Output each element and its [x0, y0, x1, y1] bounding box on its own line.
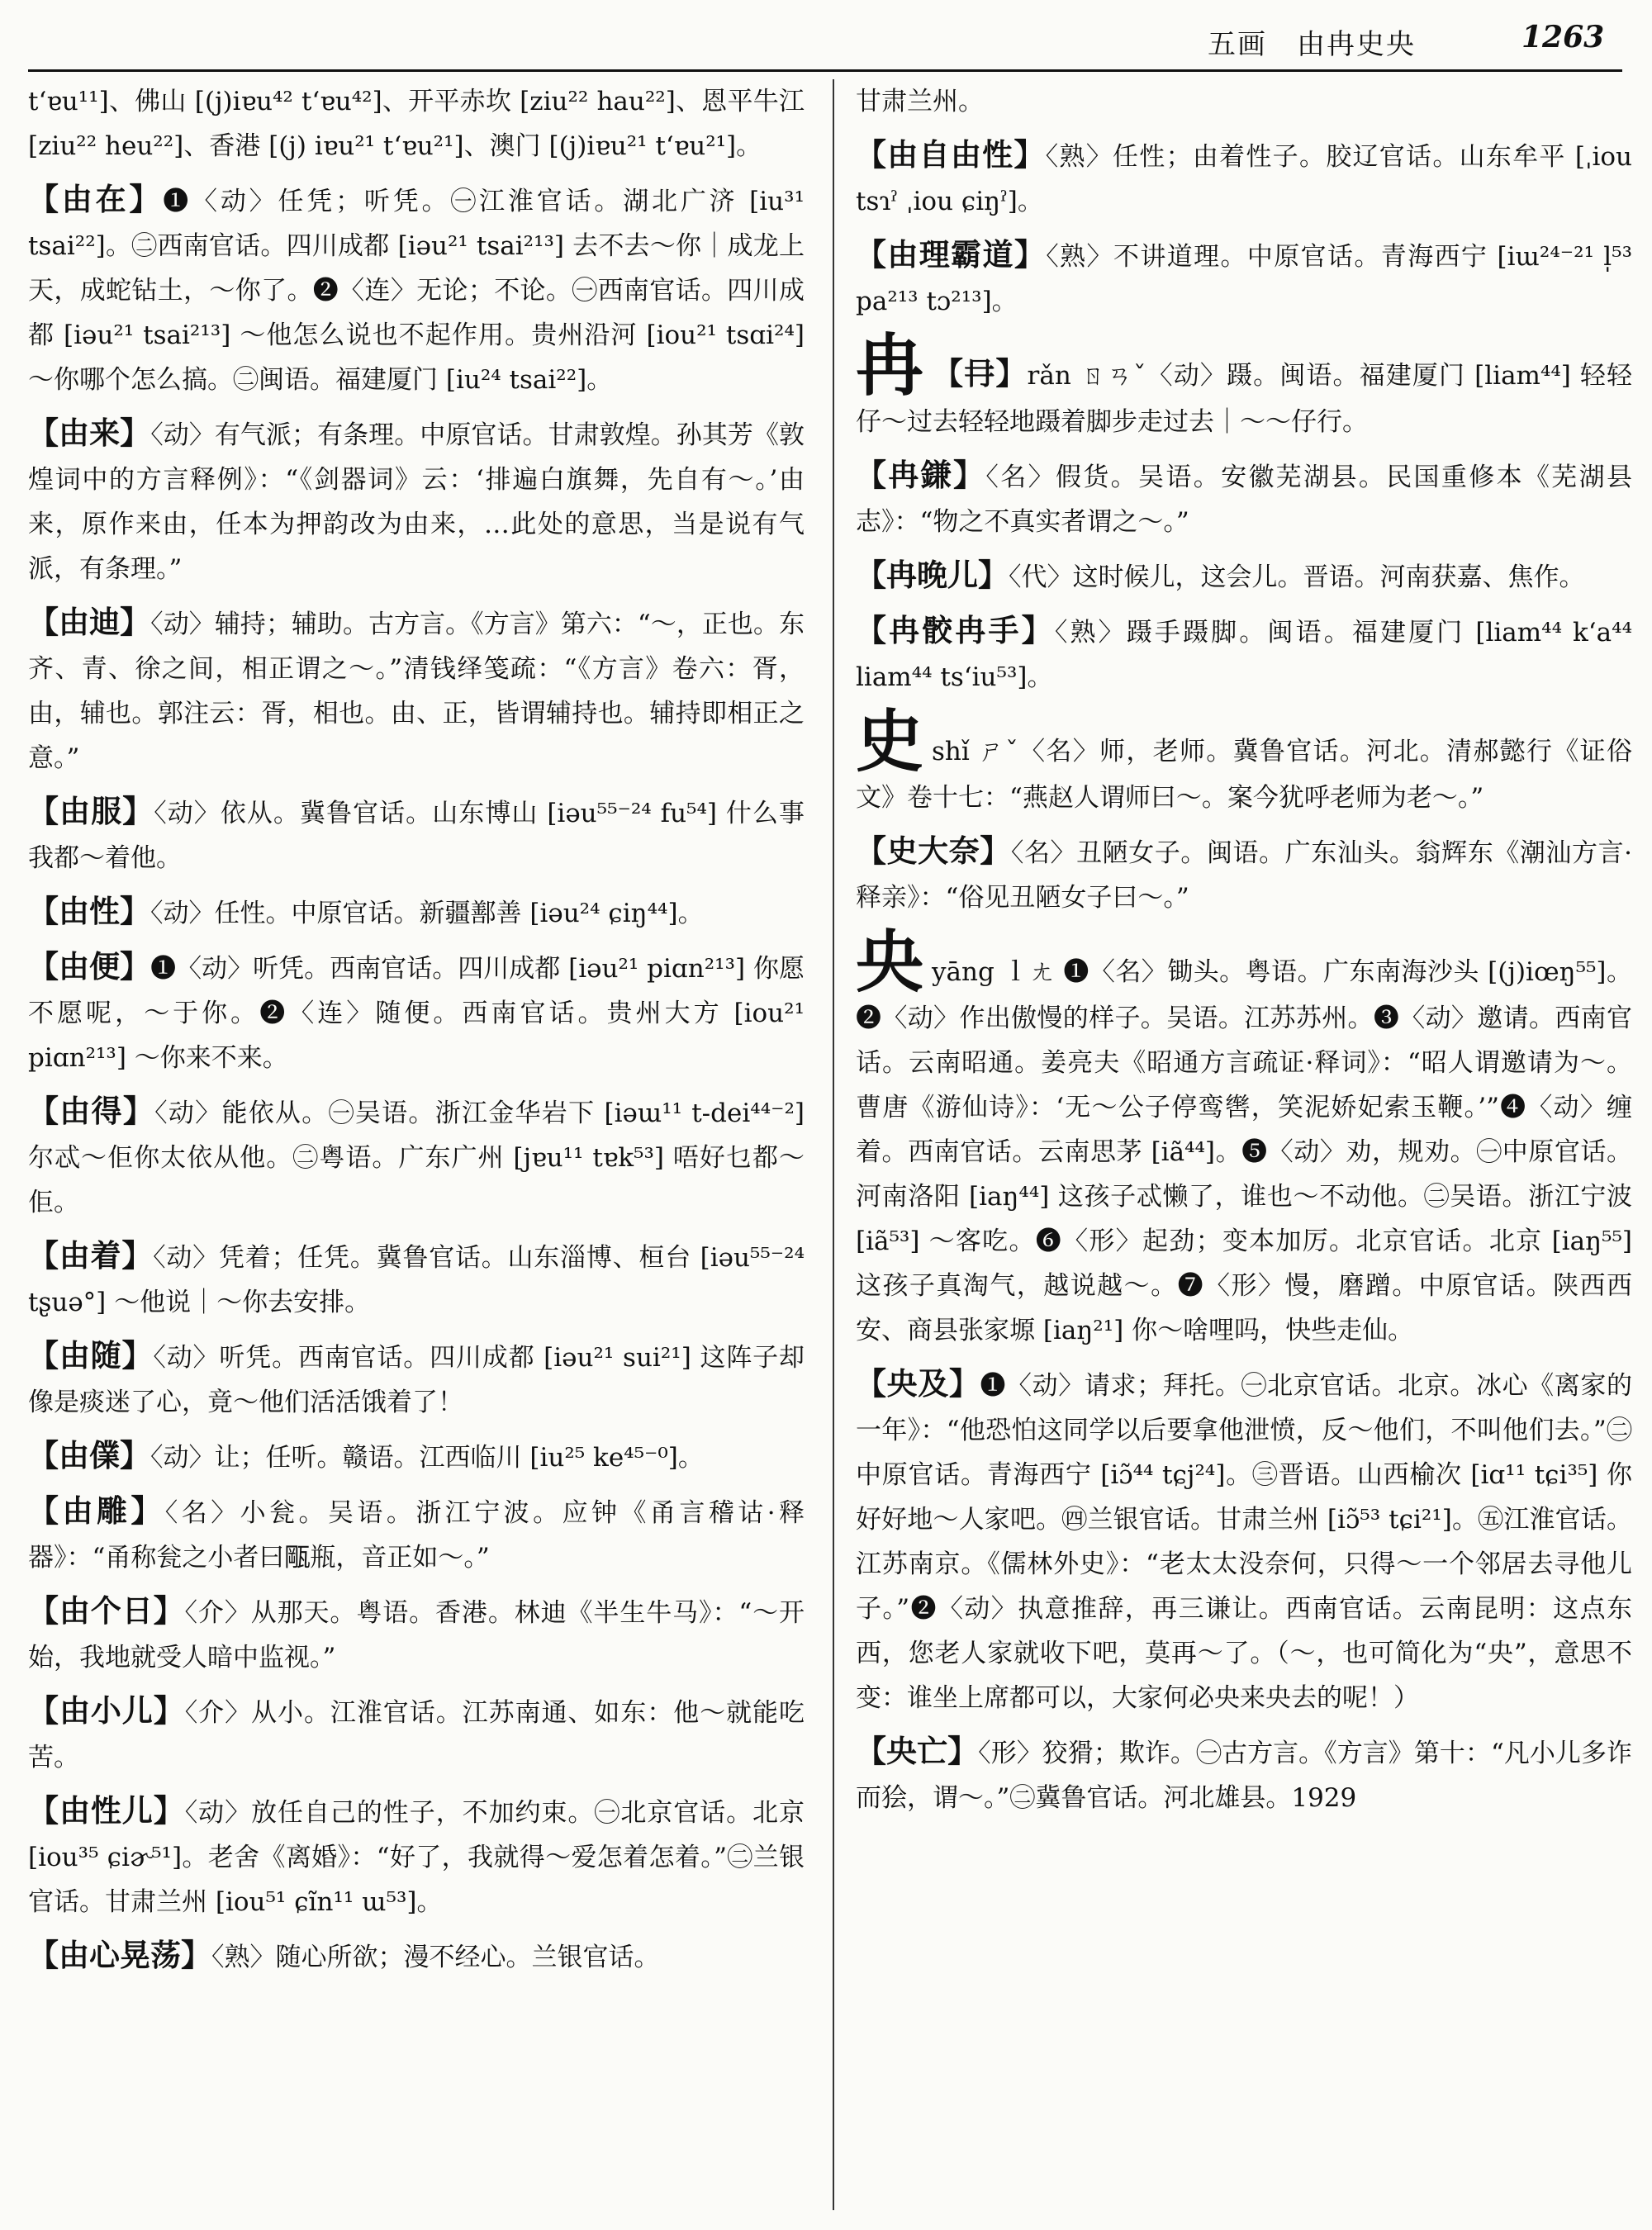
- entry-body: 〈动〉任性。中原官话。新疆鄯善 [iəu²⁴ ɕiŋ⁴⁴]。: [150, 899, 704, 928]
- entry-headword: 【央及】: [856, 1365, 980, 1402]
- entry-body: 〈动〉听凭。西南官话。四川成都 [iəu²¹ sui²¹] 这阵子却像是痰迷了心，竟～他们活活饿着了！: [28, 1343, 805, 1417]
- entry-headword: 【冉鎌】: [856, 457, 986, 493]
- entry-headword: 【冉骹冉手】: [856, 612, 1055, 648]
- entry-body: shǐ ㄕˇ〈名〉师，老师。冀鲁官话。河北。清郝懿行《证俗文》卷十七：“燕赵人谓师曰～。案今犹呼老师为老～。”: [856, 737, 1632, 813]
- dictionary-entry: [28, 1788, 805, 1924]
- dictionary-entry: [856, 1729, 1632, 1820]
- dictionary-entry: [856, 553, 1632, 600]
- entry-headword: 【由随】: [28, 1337, 154, 1374]
- entry-headword: 【由性】: [28, 893, 150, 929]
- entry-body: 〈动〉能依从。㊀吴语。浙江金华岩下 [iəɯ¹¹ t-dei⁴⁴⁻²] 尔忒～佢你太依从他。㊁粤语。广东广州 [jɐu¹¹ tɐk⁵³] 唔好乜都～佢。: [28, 1098, 805, 1217]
- dictionary-entry: [856, 923, 1632, 1353]
- entry-headword: 【由性儿】: [28, 1792, 185, 1829]
- page-header: [0, 0, 1652, 73]
- entry-body: 〈介〉从小。江淮官话。江苏南通、如东：他～就能吃苦。: [28, 1698, 805, 1772]
- entry-headword: 【由㒒】: [28, 1437, 150, 1473]
- dictionary-entry: [856, 702, 1632, 820]
- dictionary-entry: [856, 453, 1632, 544]
- entry-body: 〈名〉假货。吴语。安徽芜湖县。民国重修本《芜湖县志》：“物之不真实者谓之～。”: [856, 463, 1632, 537]
- entry-headword: 【由个日】: [28, 1592, 185, 1629]
- dictionary-entry: [28, 944, 805, 1080]
- entry-body: 〈熟〉随心所欲；漫不经心。兰银官话。: [211, 1943, 660, 1972]
- entry-headword: 【冉晚儿】: [856, 557, 1009, 593]
- character-headword: 史: [856, 702, 924, 781]
- entry-body: 〈动〉有气派；有条理。中原官话。甘肃敦煌。孙其芳《敦煌词中的方言释例》：“《剑器词》云：‘排遍白旗舞，先自有～。’由来，原作来由，任本为押韵改为由来，…此处的意思，当是说有气派，有条理。”: [28, 420, 805, 584]
- dictionary-entry: [28, 1333, 805, 1425]
- entry-body: 〈动〉让；任听。赣语。江西临川 [iu²⁵ ke⁴⁵⁻⁰]。: [150, 1443, 704, 1473]
- dictionary-entry: [28, 1089, 805, 1225]
- dictionary-entry: [28, 600, 805, 780]
- entry-headword: 【史大奈】: [856, 833, 1011, 869]
- dictionary-entry: [28, 789, 805, 880]
- column-divider: [833, 79, 834, 2210]
- entry-body: 〈熟〉不讲道理。中原官话。青海西宁 [iɯ²⁴⁻²¹ l̩⁵³ pa²¹³ tɔ²¹³]。: [856, 242, 1632, 316]
- entry-headword: 【由心晃荡】: [28, 1937, 211, 1973]
- dictionary-entry: [28, 1933, 805, 1980]
- entry-body: t‘ɐu¹¹]、佛山 [(j)iɐu⁴² t‘ɐu⁴²]、开平赤坎 [ziu²² hau²²]、恩平牛江 [ziu²² heu²²]、香港 [(j) iɐu²¹ t‘ɐu²¹]、澳门 [(j)iɐu²¹ t‘ɐu²¹]。: [28, 87, 805, 161]
- entry-body: 〈介〉从那天。粤语。香港。林迪《半生牛马》：“～开始，我地就受人暗中监视。”: [28, 1598, 805, 1672]
- dictionary-entry: [856, 828, 1632, 920]
- entry-headword: 【由理霸道】: [856, 236, 1047, 273]
- dictionary-entry: [28, 1488, 805, 1580]
- dictionary-entry: [856, 132, 1632, 224]
- entry-headword: 【由服】: [28, 793, 154, 829]
- entry-headword: 【由着】: [28, 1237, 154, 1274]
- dictionary-entry: [28, 1688, 805, 1780]
- entry-body: ❶〈动〉听凭。西南官话。四川成都 [iəu²¹ piɑn²¹³] 你愿不愿呢，～于你。❷〈连〉随便。西南官话。贵州大方 [iou²¹ piɑn²¹³] ～你来不来。: [28, 954, 805, 1073]
- entry-headword: 【由得】: [28, 1093, 155, 1129]
- dictionary-entry: [28, 410, 805, 591]
- entry-body: 〈熟〉任性；由着性子。胶辽官话。山东牟平 [ˌiou tsɿˀ ˌiou ɕiŋˀ]。: [856, 142, 1632, 216]
- dictionary-entry: [856, 1361, 1632, 1720]
- dictionary-entry: [856, 608, 1632, 700]
- dictionary-entry: [856, 79, 1632, 124]
- dictionary-entry: [28, 1433, 805, 1480]
- entry-headword: 【由自由性】: [856, 136, 1046, 173]
- entry-headword: 【由来】: [28, 415, 151, 451]
- dictionary-entry: [28, 1588, 805, 1680]
- page-number: 1263: [1521, 20, 1605, 55]
- entry-body: rǎn ㄖㄢˇ〈动〉蹑。闽语。福建厦门 [liam⁴⁴] 轻轻仔～过去轻轻地蹑着脚步走过去｜～～仔行。: [856, 361, 1632, 437]
- entry-headword: 【由在】: [28, 181, 164, 217]
- entry-headword: 【由小儿】: [28, 1692, 185, 1729]
- entry-body: 〈动〉凭着；任凭。冀鲁官话。山东淄博、桓台 [iəu⁵⁵⁻²⁴ tʂuə°] ～他说｜～你去安排。: [28, 1243, 805, 1317]
- entry-body: 甘肃兰州。: [856, 87, 984, 116]
- entry-headword: 【由雕】: [28, 1492, 165, 1529]
- entry-headword: 【由便】: [28, 948, 151, 985]
- character-headword: 冉: [856, 326, 924, 406]
- section-title: 五画 由冉史央: [1208, 28, 1416, 61]
- header-rule: [28, 69, 1622, 72]
- dictionary-entry: [28, 1233, 805, 1325]
- entry-body: 〈名〉丑陋女子。闽语。广东汕头。翁辉东《潮汕方言·释亲》：“俗见丑陋女子曰～。”: [856, 838, 1632, 913]
- entry-headword: 【央亡】: [856, 1733, 979, 1769]
- entry-body: ❶〈动〉请求；拜托。㊀北京官话。北京。冰心《离家的一年》：“他恐怕这同学以后要拿他泄愤，反～他们，不叫他们去。”㊁中原官话。青海西宁 [iɔ̃⁴⁴ tɕj²⁴]。㊂晋语。山西榆次 [iɑ¹¹ tɕi³⁵] 你好好地～人家吧。㊃兰银官话。甘肃兰州 [iɔ̃⁵³ tɕi²¹]。㊄江淮官话。江苏南京。《儒林外史》：“老太太没奈何，只得～一个邻居去寻他儿子。”❷〈动〉执意推辞，再三谦让。西南官话。云南昆明：这点东西，您老人家就收下吧，莫再～了。（～，也可简化为“央”，意思不变：谁坐上席都可以，大家何必央来央去的呢！）: [856, 1371, 1632, 1713]
- right-column: [856, 79, 1632, 2218]
- entry-headword: 【由迪】: [28, 604, 151, 640]
- entry-body: yāng ｌㄤ ❶〈名〉锄头。粤语。广东南海沙头 [(j)iœŋ⁵⁵]。❷〈动〉作出傲慢的样子。吴语。江苏苏州。❸〈动〉邀请。西南官话。云南昭通。姜亮夫《昭通方言疏证·释词》：“昭人谓邀请为～。曹唐《游仙诗》：‘无～公子停鸾辔，笑泥娇妃索玉鞭。’”❹〈动〉缠着。西南官话。云南思茅 [iã⁴⁴]。❺〈动〉劝，规劝。㊀中原官话。河南洛阳 [iaŋ⁴⁴] 这孩子忒懒了，谁也～不动他。㊁吴语。浙江宁波 [iã⁵³] ～客吃。❻〈形〉起劲；变本加厉。北京官话。北京 [iaŋ⁵⁵] 这孩子真淘气，越说越～。❼〈形〉慢，磨蹭。中原官话。陕西西安、商县张家塬 [iaŋ²¹] 你～啥哩吗，快些走仙。: [856, 957, 1632, 1345]
- left-column: [28, 79, 805, 2218]
- entry-body: 〈形〉狡猾；欺诈。㊀古方言。《方言》第十：“凡小儿多诈而狯，谓～。”㊁冀鲁官话。河北雄县。1929: [856, 1739, 1632, 1813]
- dictionary-entry: [856, 326, 1632, 444]
- variant-form: 【冄】: [932, 355, 1028, 391]
- dictionary-entry: [28, 79, 805, 168]
- dictionary-entry: [856, 232, 1632, 324]
- entry-body: 〈名〉小瓮。吴语。浙江宁波。应钟《甬言稽诂·释器》：“甬称瓮之小者曰𤭛瓶，音正如～。”: [28, 1498, 805, 1573]
- entry-body: 〈动〉放任自己的性子，不加约束。㊀北京官话。北京 [iou³⁵ ɕiɚ⁵¹]。老舍《离婚》：“好了，我就得～爱怎着怎着。”㊁兰银官话。甘肃兰州 [iou⁵¹ ɕĩn¹¹ ɯ⁵³]。: [28, 1798, 805, 1917]
- entry-body: 〈代〉这时候儿，这会儿。晋语。河南获嘉、焦作。: [1009, 562, 1585, 592]
- entry-body: 〈动〉辅持；辅助。古方言。《方言》第六：“～，正也。东齐、青、徐之间，相正谓之～。”清钱绎笺疏：“《方言》卷六：胥，由，辅也。郭注云：胥，相也。由、正，皆谓辅持也。辅持即相正之意。”: [28, 610, 805, 773]
- entry-body: 〈熟〉蹑手蹑脚。闽语。福建厦门 [liam⁴⁴ k‘a⁴⁴ liam⁴⁴ ts‘iu⁵³]。: [856, 618, 1632, 692]
- entry-body: ❶〈动〉任凭；听凭。㊀江淮官话。湖北广济 [iu³¹ tsai²²]。㊁西南官话。四川成都 [iəu²¹ tsai²¹³] 去不去～你｜成龙上天，成蛇钻土，～你了。❷〈连〉无论；不论。㊀西南官话。四川成都 [iəu²¹ tsai²¹³] ～他怎么说也不起作用。贵州沿河 [iou²¹ tsɑi²⁴] ～你哪个怎么搞。㊁闽语。福建厦门 [iu²⁴ tsai²²]。: [28, 187, 805, 395]
- entry-body: 〈动〉依从。冀鲁官话。山东博山 [iəu⁵⁵⁻²⁴ fu⁵⁴] 什么事我都～着他。: [28, 799, 805, 873]
- character-headword: 央: [856, 923, 924, 1002]
- dictionary-entry: [28, 889, 805, 936]
- dictionary-entry: [28, 177, 805, 402]
